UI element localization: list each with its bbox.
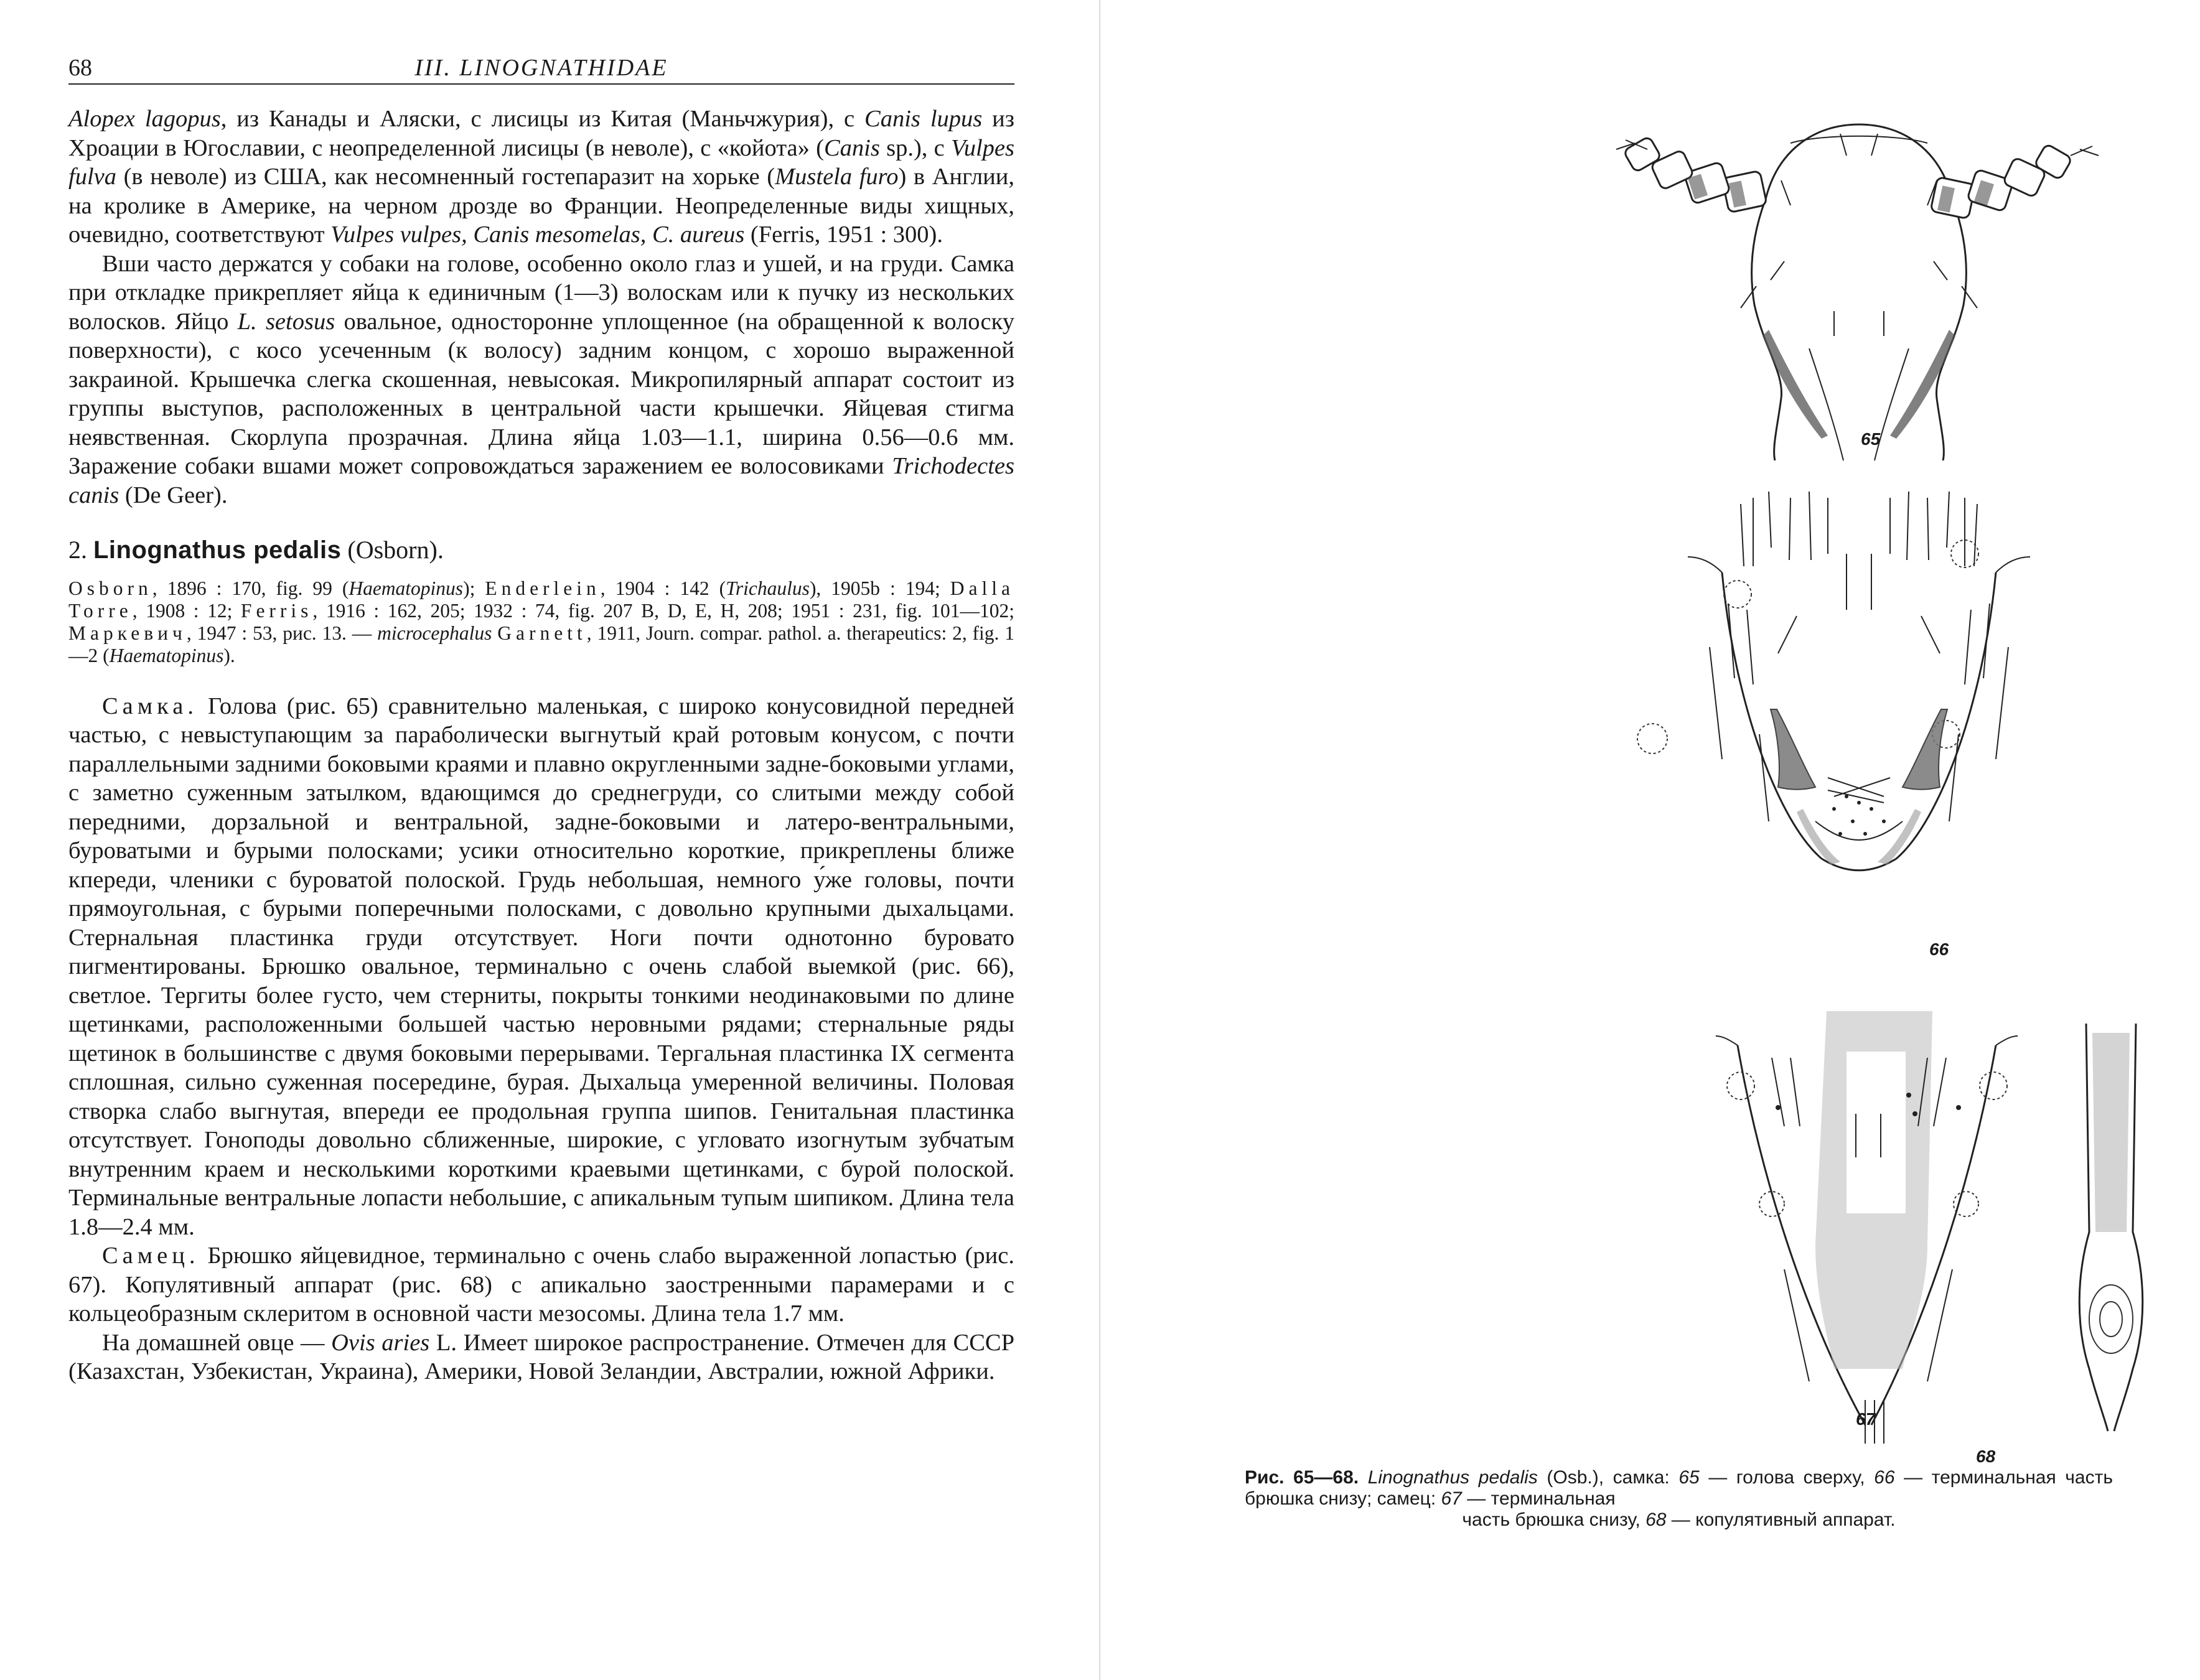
paragraph-female [68, 692, 1014, 1242]
text-segment: , 1911, Journ. compar. pathol. a. therapeutics: 2, fig. 1—2 ( [68, 622, 1015, 666]
paragraph-male [68, 1241, 1014, 1328]
caption-fig-ref: 68 [1645, 1510, 1667, 1530]
text-segment: microcephalus [377, 622, 492, 644]
text-segment: (Ferris, 1951 : 300). [744, 222, 943, 248]
figure-65-label: 65 [1861, 429, 1881, 449]
text-segment: На домашней овце — [102, 1329, 332, 1356]
paragraph-lice-behaviour [68, 250, 1014, 510]
figure-68-label: 68 [1976, 1447, 1996, 1466]
caption-part: часть брюшка снизу, [1462, 1510, 1646, 1530]
text-segment: Dalla Torre [68, 577, 1015, 622]
text-segment: ). [223, 644, 235, 666]
text-segment: из Хроации в Югославии, с неопределенной лисицы (в неволе), с «койота» ( [68, 106, 1014, 161]
running-head [68, 55, 1014, 85]
text-segment: овальное, односторонне уплощенное (на обращенной к волоску поверхности), с косо усеченным (к волосу) задним концом, с хорошо выраженной закраиной. Крышечка слегка скошенная, невысокая. Микропилярный аппарат состоит из группы выступов, расположенных в центральной части крышечки. Яйцевая стигма неявственная. Скорлупа прозрачная. Длина яйца 1.03—1.1, ширина 0.56—0.6 мм. Заражение собаки вшами может сопровождаться заражением ее волосовиками [68, 308, 1015, 479]
text-segment: ); [463, 577, 485, 599]
text-segment: Canis [823, 134, 880, 161]
text-segment [492, 622, 497, 644]
text-segment: Alopex lagopus [68, 106, 221, 132]
page-number: 68 [68, 55, 92, 81]
text-segment: Mustela furo [775, 164, 899, 190]
text-segment: Ovis aries [331, 1329, 430, 1356]
species-name: Linognathus pedalis [93, 536, 342, 564]
male-label: Самец. [102, 1243, 200, 1269]
male-description: Брюшко яйцевидное, терминально с очень слабо выраженной лопастью (рис. 67). Копулятивный аппарат (рис. 68) с апикально заостренными парамерами и с кольцеобразным склеритом в основной части мезосомы. Длина тела 1.7 мм. [68, 1243, 1015, 1327]
text-segment: (De Geer). [119, 482, 228, 508]
figure-caption [1245, 1467, 2113, 1531]
text-segment: L. Имеет широкое распространение. Отмечен для СССР (Казахстан, Узбекистан, Украина), Америки, Новой Зеландии, Австралии, южной Африки. [68, 1329, 1015, 1384]
text-segment: ) в Англии, на кролике в Америке, на черном дрозде во Франции. Неопределенные виды хищных, очевидно, соответствуют [68, 164, 1015, 248]
text-segment: Vulpes vulpes, Canis mesomelas, C. aureus [330, 222, 745, 248]
caption-species: Linognathus pedalis [1367, 1467, 1538, 1488]
text-segment: Osborn [68, 577, 152, 599]
caption-fig-ref: 66 [1874, 1467, 1895, 1488]
figure-plate [1100, 0, 2200, 1680]
body-text [68, 105, 1014, 1386]
text-segment: (в неволе) из США, как несомненный гостепаразит на хорьке ( [116, 164, 775, 190]
text-segment: Canis lupus [864, 106, 983, 132]
text-segment: Garnett [497, 622, 587, 644]
female-description: Голова (рис. 65) сравнительно маленькая, с широко конусовидной передней частью, с невыступающим за параболически выгнутый край ротовым конусом, с почти параллельными задними боковыми краями и плавно округленными задне-боковыми углами, с заметно суженным затылком, вдающимся до среднегруди, со слитыми между собой передними, дорзальной и вентральной, задне-боковыми и латеро-вентральными, буроватыми и бурыми полосками; усики относительно короткие, прикреплены ближе кпереди, членики с буроватой полоской. Грудь небольшая, немного у́же головы, почти прямоугольная, с бурыми поперечными полосками, с довольно крупными дыхальцами. Стернальная пластинка груди отсутствует. Ноги почти однотонно буровато пигментированы. Брюшко овальное, терминально с очень слабой выемкой (рис. 66), светлое. Тергиты более густо, чем стерниты, покрыты тонкими неодинаковыми по длине щетинками, расположенными большей частью неровными рядами; стернальные ряды щетинок в большинстве с двумя боковыми перерывами. Тергальная пластинка IX сегмента сплошная, сильно суженная посередине, бурая. Дыхальца умеренной величины. Половая створка слабо выгнутая, впереди ее продольная группа шипов. Генитальная пластинка отсутствует. Гоноподы довольно сближенные, широкие, с угловато изогнутым зубчатым внутренним краем и несколькими короткими краевыми щетинками, с бурой полоской. Терминальные вентральные лопасти небольшие, с апикальным тупым шипиком. Длина тела 1.8—2.4 мм. [68, 693, 1014, 1240]
figure-67-label: 67 [1856, 1409, 1876, 1429]
caption-fig-ref: 65 [1678, 1467, 1700, 1488]
text-segment: sp.), с [879, 134, 952, 161]
text-segment: ), 1905b : 194; [809, 577, 950, 599]
text-segment: Вши часто держатся у собаки на голове, особенно около глаз и ушей, и на груди. Самка при откладке прикрепляет яйца к единичным (1—3) волоскам или к пучку из нескольких волосков. Яйцо [68, 250, 1014, 335]
running-title: III. LINOGNATHIDAE [414, 55, 668, 81]
text-segment: Ferris [240, 599, 313, 622]
synonymy-references [68, 577, 1014, 667]
right-page [1100, 0, 2200, 1680]
caption-label: Рис. 65—68. [1245, 1467, 1359, 1488]
text-segment: Haematopinus [349, 577, 464, 599]
text-segment: , из Канады и Аляски, с лисицы из Китая (Маньчжурия), с [220, 106, 865, 132]
caption-part: — копулятивный аппарат. [1666, 1510, 1896, 1530]
paragraph-hosts [68, 105, 1014, 250]
female-label: Самка. [102, 693, 198, 719]
text-segment: Маркевич [68, 622, 187, 644]
text-segment: Trichodectes canis [68, 453, 1014, 508]
caption-part: — голова сверху, [1699, 1467, 1875, 1488]
paragraph-host-distribution [68, 1328, 1014, 1386]
caption-fig-ref: 67 [1441, 1488, 1462, 1509]
text-segment: , 1916 : 162, 205; 1932 : 74, fig. 207 B, D, E, H, 208; 1951 : 231, fig. 101—102; [312, 599, 1014, 622]
text-segment: , 1908 : 12; [132, 599, 241, 622]
text-segment: Haematopinus [109, 644, 224, 666]
text-segment: Vulpes fulva [68, 134, 1014, 190]
text-segment: L. setosus [237, 308, 335, 335]
species-number: 2. [68, 536, 87, 564]
species-author: (Osborn). [347, 536, 444, 564]
text-segment: , 1904 : 142 ( [600, 577, 726, 599]
caption-tail [1245, 1510, 2113, 1531]
caption-part: — терминальная [1461, 1488, 1616, 1509]
species-heading [68, 536, 1014, 565]
figure-68-copulatory-apparatus-illustration [1100, 0, 2200, 1680]
caption-part: — терминальная часть брюшка снизу; самец: [1245, 1467, 2113, 1509]
caption-part: (Osb.), самка: [1537, 1467, 1679, 1488]
figure-66-label: 66 [1929, 940, 1949, 959]
text-segment: Trichaulus [726, 577, 810, 599]
text-segment: Enderlein [485, 577, 601, 599]
text-segment: , 1947 : 53, рис. 13. — [186, 622, 378, 644]
text-segment: , 1896 : 170, fig. 99 ( [152, 577, 349, 599]
